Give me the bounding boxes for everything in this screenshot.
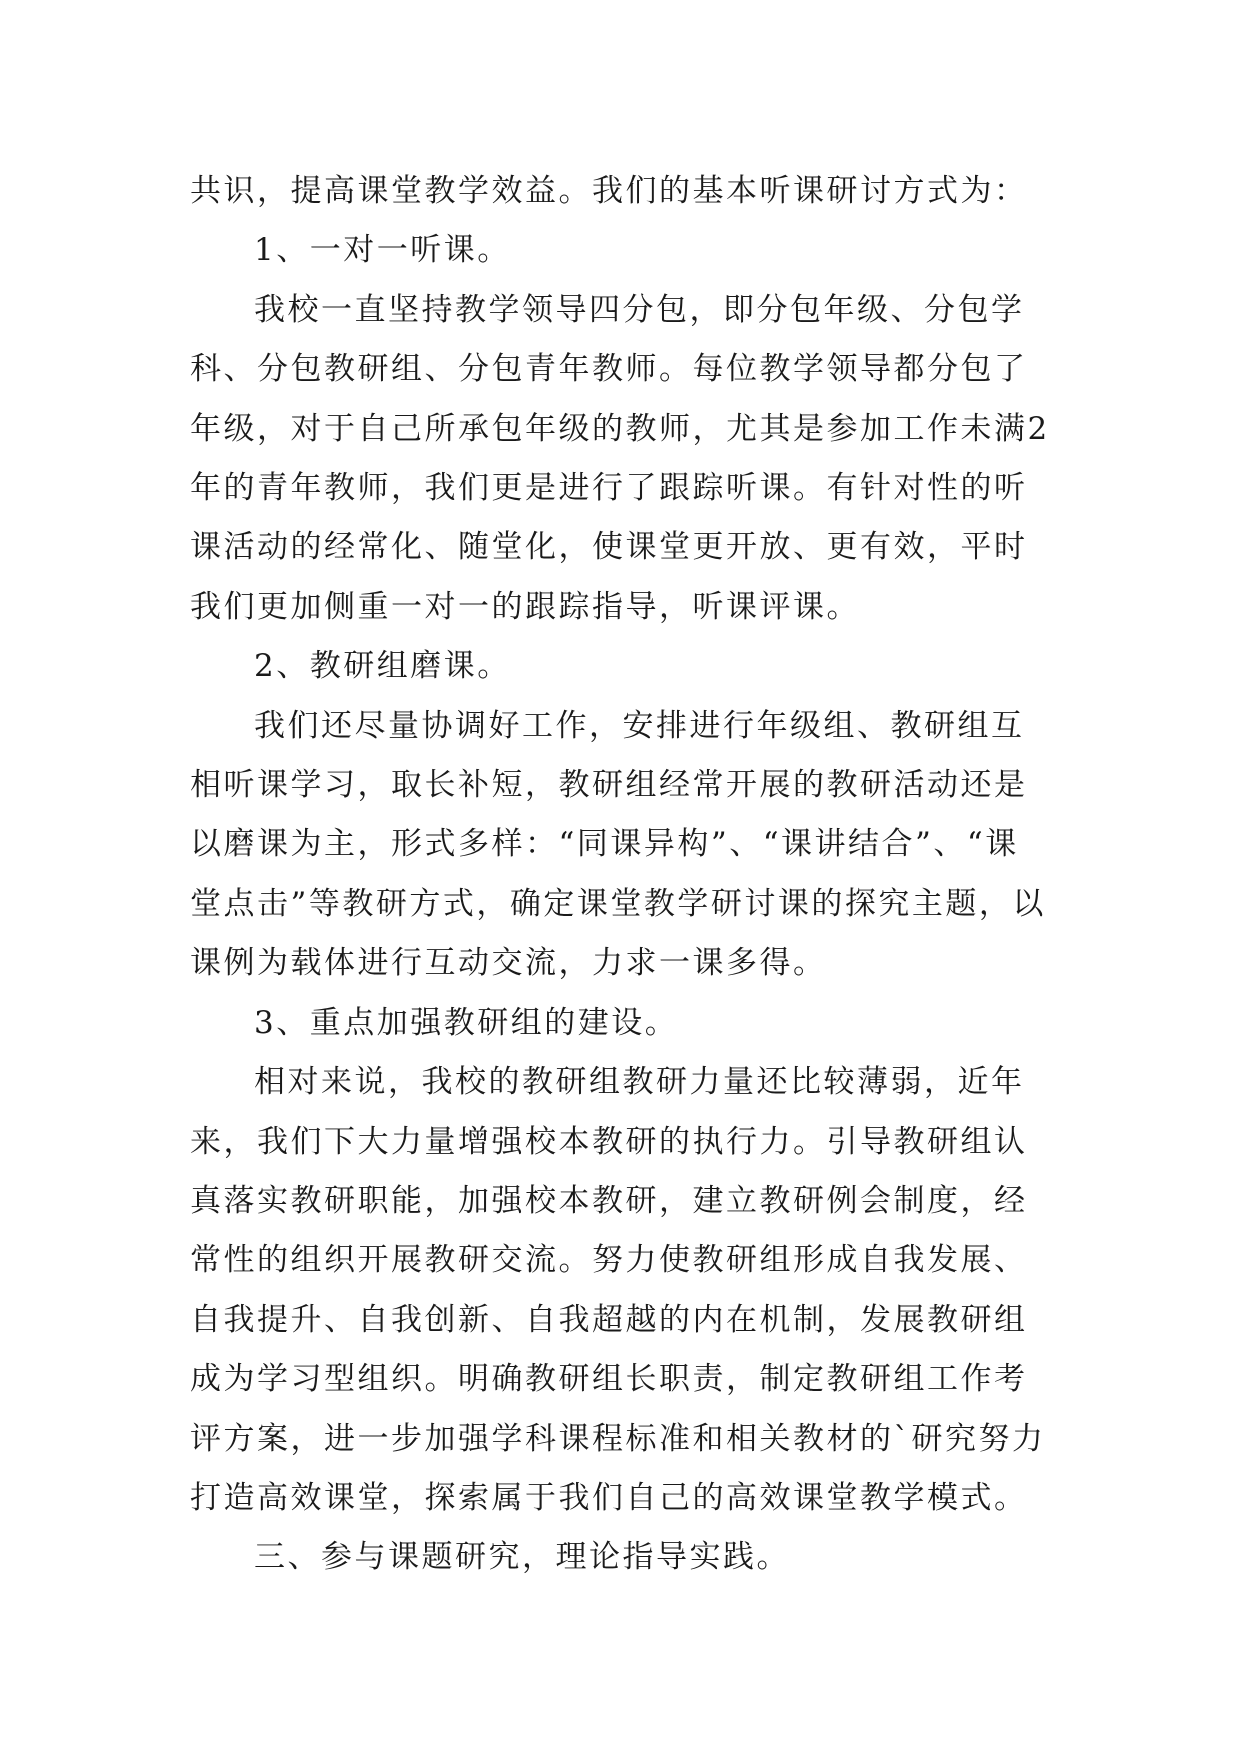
document-body [190, 162, 1050, 1588]
heading-strengthen-research-groups: 3、重点加强教研组的建设。 [254, 1004, 679, 1041]
heading-section-three: 三、参与课题研究，理论指导实践。 [254, 1539, 790, 1576]
paragraph-one-on-one-observation: 我校一直坚持教学领导四分包，即分包年级、分包学科、分包教研组、分包青年教师。每位教学领导都分包了年级，对于自己所承包年级的教师，尤其是参加工作未满2年的青年教师，我们更是进行了跟踪听课。有针对性的听课活动的经常化、随堂化，使课堂更开放、更有效，平时我们更加侧重一对一的跟踪指导，听课评课。 [190, 291, 1050, 625]
heading-one-on-one-observation: 1、一对一听课。 [254, 232, 511, 269]
heading-group-lesson-polishing: 2、教研组磨课。 [254, 648, 511, 685]
paragraph-strengthen-research-groups: 相对来说，我校的教研组教研力量还比较薄弱，近年来，我们下大力量增强校本教研的执行力。引导教研组认真落实教研职能，加强校本教研，建立教研例会制度，经常性的组织开展教研交流。努力使教研组形成自我发展、自我提升、自我创新、自我超越的内在机制，发展教研组成为学习型组织。明确教研组长职责，制定教研组工作考评方案，进一步加强学科课程标准和相关教材的`研究努力打造高效课堂，探索属于我们自己的高效课堂教学模式。 [190, 1064, 1046, 1516]
paragraph-group-lesson-polishing: 我们还尽量协调好工作，安排进行年级组、教研组互相听课学习，取长补短，教研组经常开展的教研活动还是以磨课为主，形式多样：“同课异构”、“课讲结合”、“课堂点击”等教研方式，确定课堂教学研讨课的探究主题，以课例为载体进行互动交流，力求一课多得。 [190, 707, 1046, 982]
paragraph-consensus-continuation: 共识，提高课堂教学效益。我们的基本听课研讨方式为： [190, 173, 1028, 209]
